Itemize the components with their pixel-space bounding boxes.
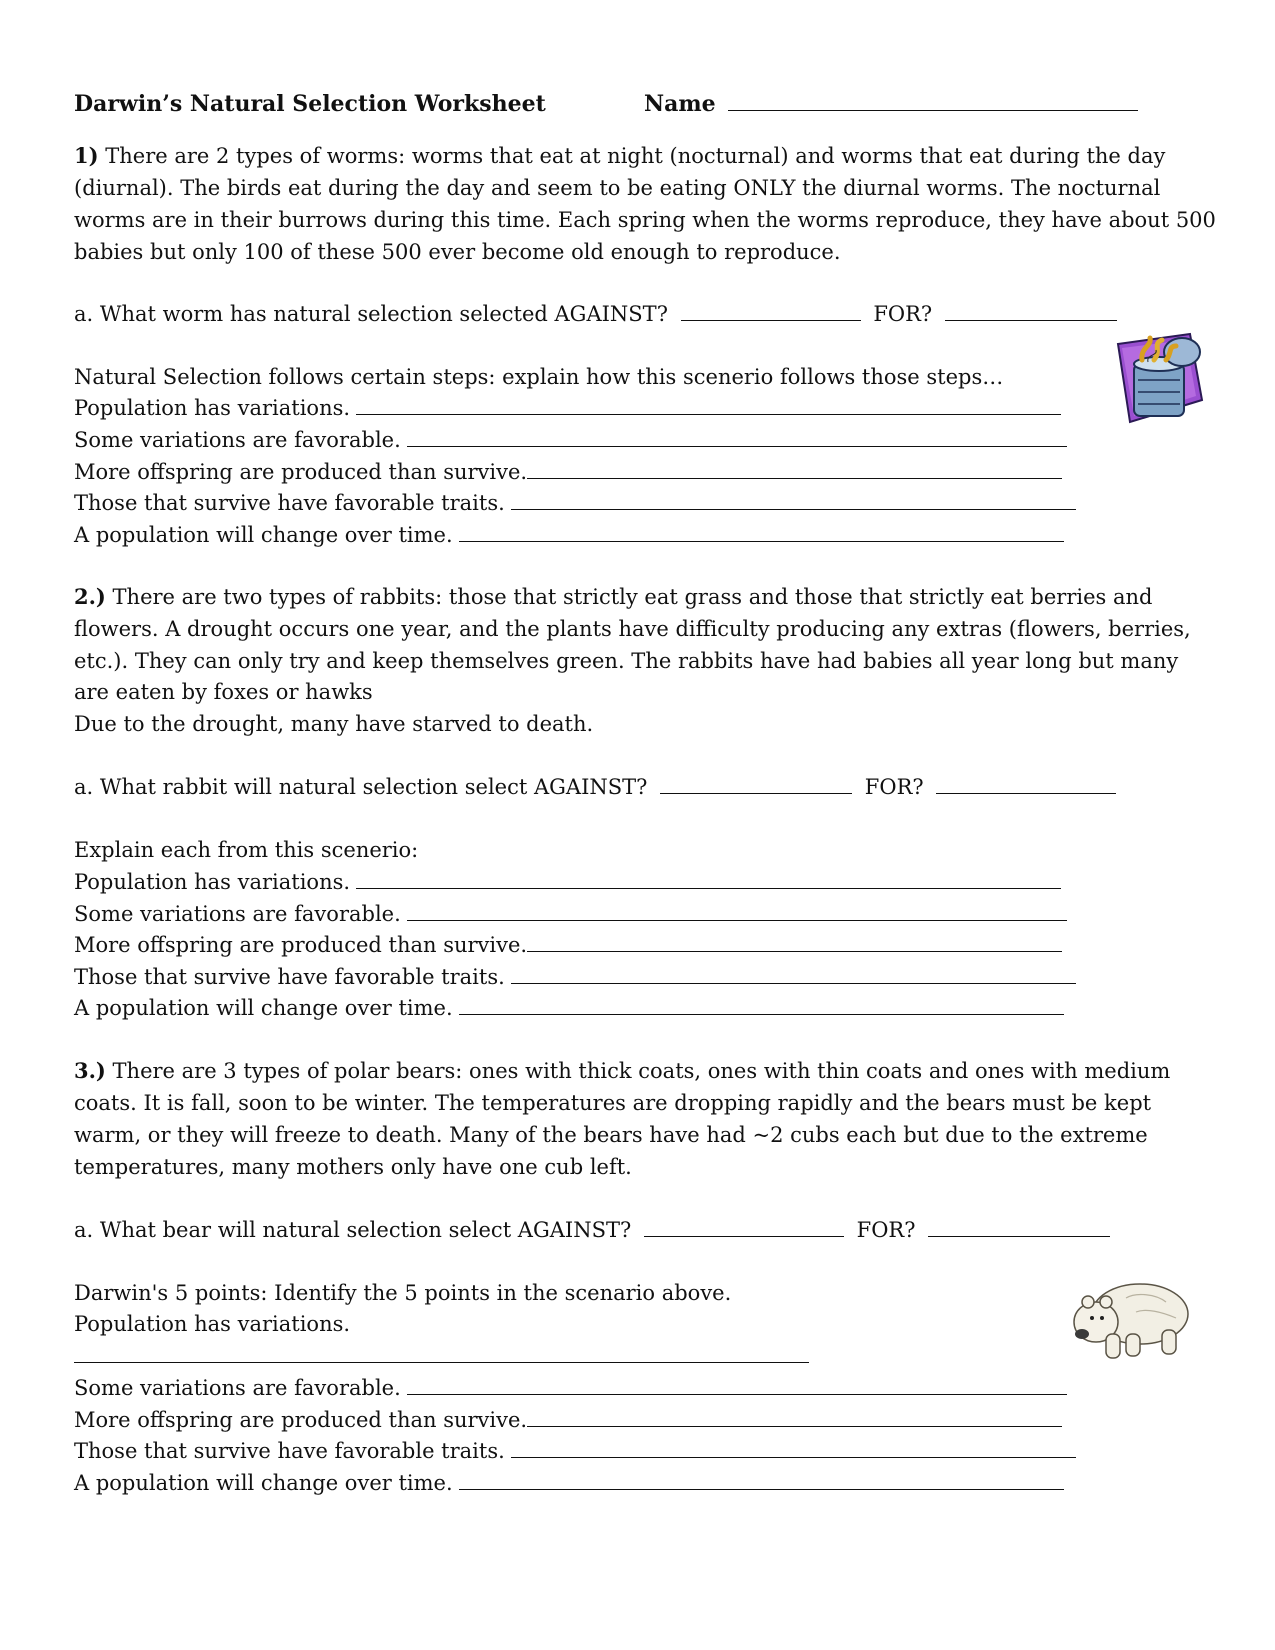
q2-against-field[interactable] (660, 773, 852, 794)
q1-step-1 (74, 392, 1061, 424)
answer-field[interactable] (511, 489, 1076, 510)
q3-for-field[interactable] (928, 1216, 1110, 1237)
answer-field[interactable] (407, 426, 1067, 447)
q3-text-3: warm, or they will freeze to death. Many of the bears have had ~2 cubs each but due to the extreme (74, 1123, 1148, 1147)
step-label: Those that survive have favorable traits. (74, 491, 505, 515)
answer-field[interactable] (459, 1469, 1064, 1490)
q1-step-3 (74, 456, 1062, 488)
q3-step-1: Population has variations. (74, 1312, 351, 1336)
answer-field[interactable] (459, 521, 1064, 542)
q2-text-4: are eaten by foxes or hawks (74, 680, 373, 704)
q3-step-3 (74, 1404, 1062, 1436)
q1-text-1: There are 2 types of worms: worms that eat at night (nocturnal) and worms that eat during the day (105, 144, 1166, 168)
q3-step-1-answer (74, 1340, 809, 1372)
q1-against-field[interactable] (681, 300, 861, 321)
worksheet-title: Darwin’s Natural Selection Worksheet (74, 91, 546, 117)
q2-step-2 (74, 898, 1067, 930)
q1-question-a (74, 298, 1117, 330)
q3-question-text: a. What bear will natural selection select AGAINST? (74, 1218, 632, 1242)
worms-in-can-icon (1112, 330, 1208, 428)
name-row (644, 88, 1138, 120)
answer-field[interactable] (356, 394, 1061, 415)
q3-text-2: coats. It is fall, soon to be winter. The temperatures are dropping rapidly and the bears must be kept (74, 1091, 1152, 1115)
q1-line-1 (74, 140, 1165, 172)
step-label: Some variations are favorable. (74, 428, 401, 452)
step-label: More offspring are produced than survive. (74, 460, 528, 484)
q3-text-1: There are 3 types of polar bears: ones with thick coats, ones with thin coats and ones with medium (112, 1059, 1171, 1083)
step-label: Some variations are favorable. (74, 1376, 401, 1400)
step-label: Those that survive have favorable traits. (74, 965, 505, 989)
q3-against-field[interactable] (644, 1216, 844, 1237)
q1-step-5 (74, 519, 1064, 551)
answer-field[interactable] (356, 868, 1061, 889)
q3-step-4 (74, 1435, 1076, 1467)
answer-field[interactable] (527, 458, 1062, 479)
q3-step-2 (74, 1372, 1067, 1404)
step-label: Population has variations. (74, 870, 351, 894)
q2-text-3: etc.). They can only try and keep themselves green. The rabbits have had babies all year long but many (74, 649, 1179, 673)
q1-step-4 (74, 487, 1076, 519)
q2-question-text: a. What rabbit will natural selection select AGAINST? (74, 775, 648, 799)
q2-for-field[interactable] (936, 773, 1116, 794)
q2-line-1 (74, 581, 1152, 613)
q3-step-5 (74, 1467, 1064, 1499)
answer-field[interactable] (527, 931, 1062, 952)
q1-question-text: a. What worm has natural selection selected AGAINST? (74, 302, 668, 326)
q1-text-2: (diurnal). The birds eat during the day and seem to be eating ONLY the diurnal worms. The nocturnal (74, 176, 1161, 200)
q2-question-a (74, 771, 1116, 803)
q1-for-field[interactable] (945, 300, 1117, 321)
answer-field[interactable] (511, 1437, 1076, 1458)
step-label: A population will change over time. (74, 523, 453, 547)
q1-for-label: FOR? (873, 302, 933, 326)
q2-step-3 (74, 929, 1062, 961)
q2-step-1 (74, 866, 1061, 898)
q2-text-2: flowers. A drought occurs one year, and the plants have difficulty producing any extras (flowers, berries, (74, 617, 1191, 641)
step-label: Population has variations. (74, 396, 351, 420)
q3-line-1 (74, 1055, 1170, 1087)
step-label: More offspring are produced than survive. (74, 933, 528, 957)
answer-field[interactable] (511, 963, 1076, 984)
step-label: A population will change over time. (74, 1471, 453, 1495)
answer-field[interactable] (407, 1374, 1067, 1395)
q2-step-4 (74, 961, 1076, 993)
q1-steps-intro: Natural Selection follows certain steps: explain how this scenerio follows those steps… (74, 365, 1004, 389)
q2-for-label: FOR? (864, 775, 924, 799)
q2-step-5 (74, 992, 1064, 1024)
q3-steps-intro: Darwin's 5 points: Identify the 5 points in the scenario above. (74, 1281, 732, 1305)
step-label: Those that survive have favorable traits. (74, 1439, 505, 1463)
polar-bear-icon (1066, 1272, 1194, 1362)
q1-text-3: worms are in their burrows during this time. Each spring when the worms reproduce, they have about 500 (74, 208, 1216, 232)
q2-text-1: There are two types of rabbits: those that strictly eat grass and those that strictly eat berries and (112, 585, 1153, 609)
q3-for-label: FOR? (856, 1218, 916, 1242)
answer-field[interactable] (527, 1406, 1062, 1427)
name-field[interactable] (728, 90, 1138, 111)
name-label: Name (644, 91, 716, 117)
q2-steps-intro: Explain each from this scenerio: (74, 838, 419, 862)
answer-field[interactable] (74, 1342, 809, 1363)
q2-number: 2.) (74, 584, 106, 609)
q1-number: 1) (74, 143, 99, 168)
q3-number: 3.) (74, 1058, 106, 1083)
step-label: A population will change over time. (74, 996, 453, 1020)
header (74, 88, 546, 120)
step-label: More offspring are produced than survive. (74, 1408, 528, 1432)
step-label: Some variations are favorable. (74, 902, 401, 926)
q1-step-2 (74, 424, 1067, 456)
q3-text-4: temperatures, many mothers only have one cub left. (74, 1155, 632, 1179)
q1-text-4: babies but only 100 of these 500 ever become old enough to reproduce. (74, 240, 841, 264)
answer-field[interactable] (407, 900, 1067, 921)
answer-field[interactable] (459, 994, 1064, 1015)
q2-text-5: Due to the drought, many have starved to death. (74, 712, 594, 736)
q3-question-a (74, 1214, 1110, 1246)
